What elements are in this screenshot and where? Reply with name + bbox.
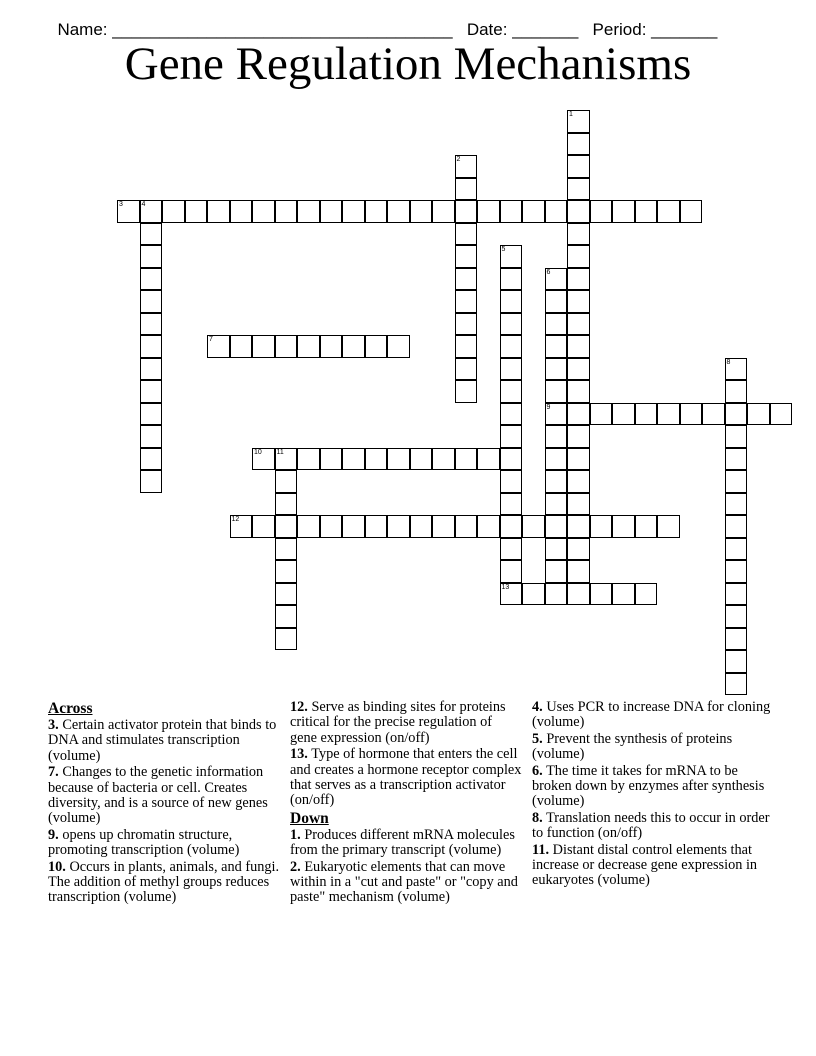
crossword-cell[interactable] [567, 155, 590, 178]
crossword-cell[interactable] [567, 403, 590, 426]
crossword-cell[interactable] [567, 335, 590, 358]
crossword-cell[interactable] [410, 448, 433, 471]
clue-number-label: 11 [276, 448, 284, 456]
crossword-cell[interactable] [297, 515, 320, 538]
period-label: Period: [592, 20, 647, 39]
crossword-cell[interactable] [500, 425, 523, 448]
crossword-cell[interactable] [725, 583, 748, 606]
clue-down-5: 5. Prevent the synthesis of proteins (volume) [532, 730, 733, 763]
crossword-cell[interactable] [275, 583, 298, 606]
crossword-cell[interactable] [365, 448, 388, 471]
clue-number-label: 1 [569, 111, 573, 118]
crossword-cell[interactable] [567, 538, 590, 561]
crossword-cell[interactable] [230, 200, 253, 223]
crossword-cell[interactable] [342, 515, 365, 538]
crossword-cell[interactable] [320, 448, 343, 471]
clue-across-10: 10. Occurs in plants, animals, and fungi. The addition of methyl groups reduces transcription (volume) [48, 858, 280, 906]
crossword-cell[interactable] [725, 448, 748, 471]
crossword-cell[interactable] [500, 358, 523, 381]
crossword-cell[interactable] [567, 380, 590, 403]
clue-number-label: 5 [501, 246, 506, 253]
crossword-cell[interactable] [477, 515, 500, 538]
crossword-cell[interactable] [657, 403, 680, 426]
crossword-cell[interactable] [567, 493, 590, 516]
crossword-cell[interactable] [455, 313, 478, 336]
crossword-cell[interactable] [545, 583, 568, 606]
crossword-cell[interactable] [140, 200, 163, 223]
crossword-cell[interactable] [725, 650, 748, 673]
crossword-cell[interactable] [725, 425, 748, 448]
crossword-cell[interactable] [455, 178, 478, 201]
crossword-cell[interactable] [702, 403, 725, 426]
crossword-cell[interactable] [387, 448, 410, 471]
crossword-cell[interactable] [140, 470, 163, 493]
crossword-cell[interactable] [500, 583, 523, 606]
crossword-cell[interactable] [635, 403, 658, 426]
crossword-cell[interactable] [612, 583, 635, 606]
crossword-cell[interactable] [500, 290, 523, 313]
crossword-cell[interactable] [567, 425, 590, 448]
crossword-cell[interactable] [365, 335, 388, 358]
crossword-cell[interactable] [545, 538, 568, 561]
clue-down-6: 6. The time it takes for mRNA to be broken down by enzymes after synthesis (volume) [532, 762, 765, 810]
crossword-cell[interactable] [612, 403, 635, 426]
name-label: Name: [57, 20, 108, 39]
crossword-cell[interactable] [500, 200, 523, 223]
crossword-cell[interactable] [635, 200, 658, 223]
crossword-cell[interactable] [725, 403, 748, 426]
crossword-cell[interactable] [252, 200, 275, 223]
crossword-cell[interactable] [500, 538, 523, 561]
clue-number-label: 10 [254, 448, 262, 456]
crossword-cell[interactable] [545, 335, 568, 358]
crossword-cell[interactable] [140, 223, 163, 246]
date-line[interactable]: _______ [512, 20, 579, 39]
crossword-cell[interactable] [545, 200, 568, 223]
crossword-cell[interactable] [387, 515, 410, 538]
crossword-cell[interactable] [522, 583, 545, 606]
crossword-cell[interactable] [770, 403, 793, 426]
crossword-cell[interactable] [725, 605, 748, 628]
crossword-cell[interactable] [455, 268, 478, 291]
crossword-cell[interactable] [567, 358, 590, 381]
crossword-cell[interactable] [545, 403, 568, 426]
crossword-cell[interactable] [545, 425, 568, 448]
clue-down-2: 2. Eukaryotic elements that can move within in a "cut and paste" or "copy and paste" mechanism (volume) [290, 858, 518, 906]
clue-across-3: 3. Certain activator protein that binds to DNA and stimulates transcription (volume) [48, 717, 277, 764]
crossword-cell[interactable] [725, 628, 748, 651]
crossword-cell[interactable] [725, 358, 748, 381]
crossword-cell[interactable] [455, 290, 478, 313]
crossword-cell[interactable] [275, 605, 298, 628]
crossword-cell[interactable] [140, 448, 163, 471]
crossword-cell[interactable] [522, 200, 545, 223]
crossword-cell[interactable] [365, 515, 388, 538]
crossword-cell[interactable] [275, 448, 298, 471]
crossword-cell[interactable] [320, 335, 343, 358]
crossword-cell[interactable] [365, 200, 388, 223]
crossword-cell[interactable] [567, 200, 590, 223]
crossword-cell[interactable] [140, 425, 163, 448]
crossword-cell[interactable] [500, 470, 523, 493]
crossword-cell[interactable] [567, 470, 590, 493]
crossword-cell[interactable] [342, 335, 365, 358]
crossword-cell[interactable] [320, 200, 343, 223]
crossword-cell[interactable] [207, 335, 230, 358]
crossword-cell[interactable] [500, 335, 523, 358]
crossword-cell[interactable] [477, 448, 500, 471]
crossword-cell[interactable] [252, 448, 275, 471]
crossword-cell[interactable] [320, 515, 343, 538]
crossword-cell[interactable] [455, 223, 478, 246]
crossword-cell[interactable] [500, 493, 523, 516]
crossword-cell[interactable] [635, 515, 658, 538]
crossword-cell[interactable] [725, 538, 748, 561]
crossword-cell[interactable] [432, 515, 455, 538]
crossword-cell[interactable] [725, 470, 748, 493]
crossword-cell[interactable] [455, 448, 478, 471]
crossword-cell[interactable] [657, 515, 680, 538]
clue-number-label: 9 [546, 403, 551, 411]
crossword-cell[interactable] [297, 448, 320, 471]
crossword-cell[interactable] [635, 583, 658, 606]
crossword-cell[interactable] [140, 380, 163, 403]
crossword-cell[interactable] [455, 515, 478, 538]
crossword-cell[interactable] [140, 358, 163, 381]
crossword-cell[interactable] [500, 403, 523, 426]
crossword-cell[interactable] [725, 380, 748, 403]
date-label: Date: [466, 20, 508, 39]
crossword-cell[interactable] [477, 200, 500, 223]
crossword-cell[interactable] [567, 223, 590, 246]
clue-down-4: 4. Uses PCR to increase DNA for cloning (volume) [532, 699, 771, 731]
crossword-cell[interactable] [140, 268, 163, 291]
crossword-cell[interactable] [500, 380, 523, 403]
crossword-cell[interactable] [140, 403, 163, 426]
crossword-cell[interactable] [500, 268, 523, 291]
clue-across-13: 13. Type of hormone that enters the cell and creates a hormone receptor complex that serves as a transcription activator (on/off) [290, 746, 522, 809]
crossword-cell[interactable] [612, 515, 635, 538]
crossword-cell[interactable] [725, 515, 748, 538]
crossword-cell[interactable] [432, 200, 455, 223]
crossword-cell[interactable] [297, 335, 320, 358]
clue-across-12: 12. Serve as binding sites for proteins critical for the precise regulation of gene expression (on/off) [290, 699, 506, 746]
crossword-cell[interactable] [140, 290, 163, 313]
crossword-cell[interactable] [567, 133, 590, 156]
crossword-cell[interactable] [545, 290, 568, 313]
crossword-cell[interactable] [567, 583, 590, 606]
crossword-cell[interactable] [342, 200, 365, 223]
crossword-cell[interactable] [522, 515, 545, 538]
crossword-cell[interactable] [545, 470, 568, 493]
crossword-cell[interactable] [567, 245, 590, 268]
clue-down-8: 8. Translation needs this to occur in order to function (on/off) [532, 809, 770, 842]
crossword-cell[interactable] [500, 245, 523, 268]
name-line[interactable]: ____________________________________ [112, 20, 453, 39]
crossword-cell[interactable] [275, 335, 298, 358]
clue-number-label: 4 [141, 201, 146, 208]
crossword-cell[interactable] [500, 515, 523, 538]
crossword-cell[interactable] [725, 560, 748, 583]
crossword-cell[interactable] [275, 493, 298, 516]
crossword-cell[interactable] [657, 200, 680, 223]
crossword-cell[interactable] [455, 155, 478, 178]
crossword-cell[interactable] [545, 515, 568, 538]
crossword-cell[interactable] [567, 313, 590, 336]
crossword-cell[interactable] [590, 515, 613, 538]
crossword-cell[interactable] [680, 200, 703, 223]
crossword-cell[interactable] [590, 403, 613, 426]
crossword-cell[interactable] [545, 358, 568, 381]
clues-column-2 [290, 700, 522, 907]
crossword-cell[interactable] [747, 403, 770, 426]
crossword-cell[interactable] [725, 673, 748, 696]
crossword-cell[interactable] [140, 335, 163, 358]
crossword-cell[interactable] [252, 335, 275, 358]
clue-across-7: 7. Changes to the genetic information because of bacteria or cell. Creates diversity, and is a source of new genes (volume) [48, 764, 268, 827]
clue-down-1: 1. Produces different mRNA molecules from the primary transcript (volume) [290, 826, 515, 859]
clues-column-1 [48, 700, 280, 907]
crossword-cell[interactable] [567, 515, 590, 538]
crossword-cell[interactable] [545, 493, 568, 516]
crossword-cell[interactable] [725, 493, 748, 516]
crossword-cell[interactable] [230, 335, 253, 358]
clue-number-label: 6 [546, 268, 551, 276]
crossword-cell[interactable] [567, 268, 590, 291]
crossword-cell[interactable] [455, 245, 478, 268]
crossword-cell[interactable] [230, 515, 253, 538]
crossword-cell[interactable] [455, 335, 478, 358]
crossword-cell[interactable] [185, 200, 208, 223]
crossword-cell[interactable] [545, 268, 568, 291]
crossword-cell[interactable] [545, 448, 568, 471]
crossword-cell[interactable] [455, 380, 478, 403]
crossword-cell[interactable] [680, 403, 703, 426]
crossword-cell[interactable] [275, 538, 298, 561]
crossword-cell[interactable] [387, 200, 410, 223]
clue-number-label: 2 [456, 156, 461, 163]
crossword-cell[interactable] [207, 200, 230, 223]
clue-number-label: 12 [231, 516, 240, 523]
crossword-cell[interactable] [342, 448, 365, 471]
crossword-cell[interactable] [545, 380, 568, 403]
crossword-cell[interactable] [612, 200, 635, 223]
crossword-cell[interactable] [567, 448, 590, 471]
page-title: Gene Regulation Mechanisms [124, 38, 692, 90]
crossword-cell[interactable] [275, 200, 298, 223]
clues-column-3 [532, 700, 772, 890]
crossword-cell[interactable] [567, 178, 590, 201]
crossword-cell[interactable] [567, 560, 590, 583]
across-heading: Across [48, 700, 93, 717]
crossword-cell[interactable] [500, 560, 523, 583]
crossword-cell[interactable] [275, 515, 298, 538]
crossword-cell[interactable] [567, 290, 590, 313]
crossword-cell[interactable] [590, 200, 613, 223]
crossword-cell[interactable] [500, 313, 523, 336]
crossword-cell[interactable] [275, 560, 298, 583]
crossword-cell[interactable] [140, 313, 163, 336]
crossword-cell[interactable] [140, 245, 163, 268]
crossword-cell[interactable] [455, 358, 478, 381]
crossword-cell[interactable] [410, 200, 433, 223]
crossword-cell[interactable] [275, 628, 298, 651]
crossword-cell[interactable] [590, 583, 613, 606]
clue-number-label: 13 [501, 583, 510, 591]
crossword-cell[interactable] [297, 200, 320, 223]
clue-number-label: 3 [119, 201, 123, 208]
crossword-cell[interactable] [567, 110, 590, 133]
period-line[interactable]: _______ [651, 20, 718, 39]
clue-number-label: 8 [726, 358, 731, 366]
clue-across-9: 9. opens up chromatin structure, promoting transcription (volume) [48, 826, 240, 859]
crossword-cell[interactable] [252, 515, 275, 538]
crossword-cell[interactable] [387, 335, 410, 358]
down-heading: Down [290, 809, 329, 827]
clue-down-11: 11. Distant distal control elements that increase or decrease gene expression in eukaryotes (volume) [532, 841, 758, 889]
crossword-cell[interactable] [410, 515, 433, 538]
crossword-cell[interactable] [500, 448, 523, 471]
crossword-cell[interactable] [545, 313, 568, 336]
crossword-cell[interactable] [162, 200, 185, 223]
crossword-cell[interactable] [432, 448, 455, 471]
crossword-cell[interactable] [455, 200, 478, 223]
crossword-cell[interactable] [275, 470, 298, 493]
clue-number-label: 7 [209, 336, 213, 343]
crossword-cell[interactable] [117, 200, 140, 223]
crossword-cell[interactable] [545, 560, 568, 583]
